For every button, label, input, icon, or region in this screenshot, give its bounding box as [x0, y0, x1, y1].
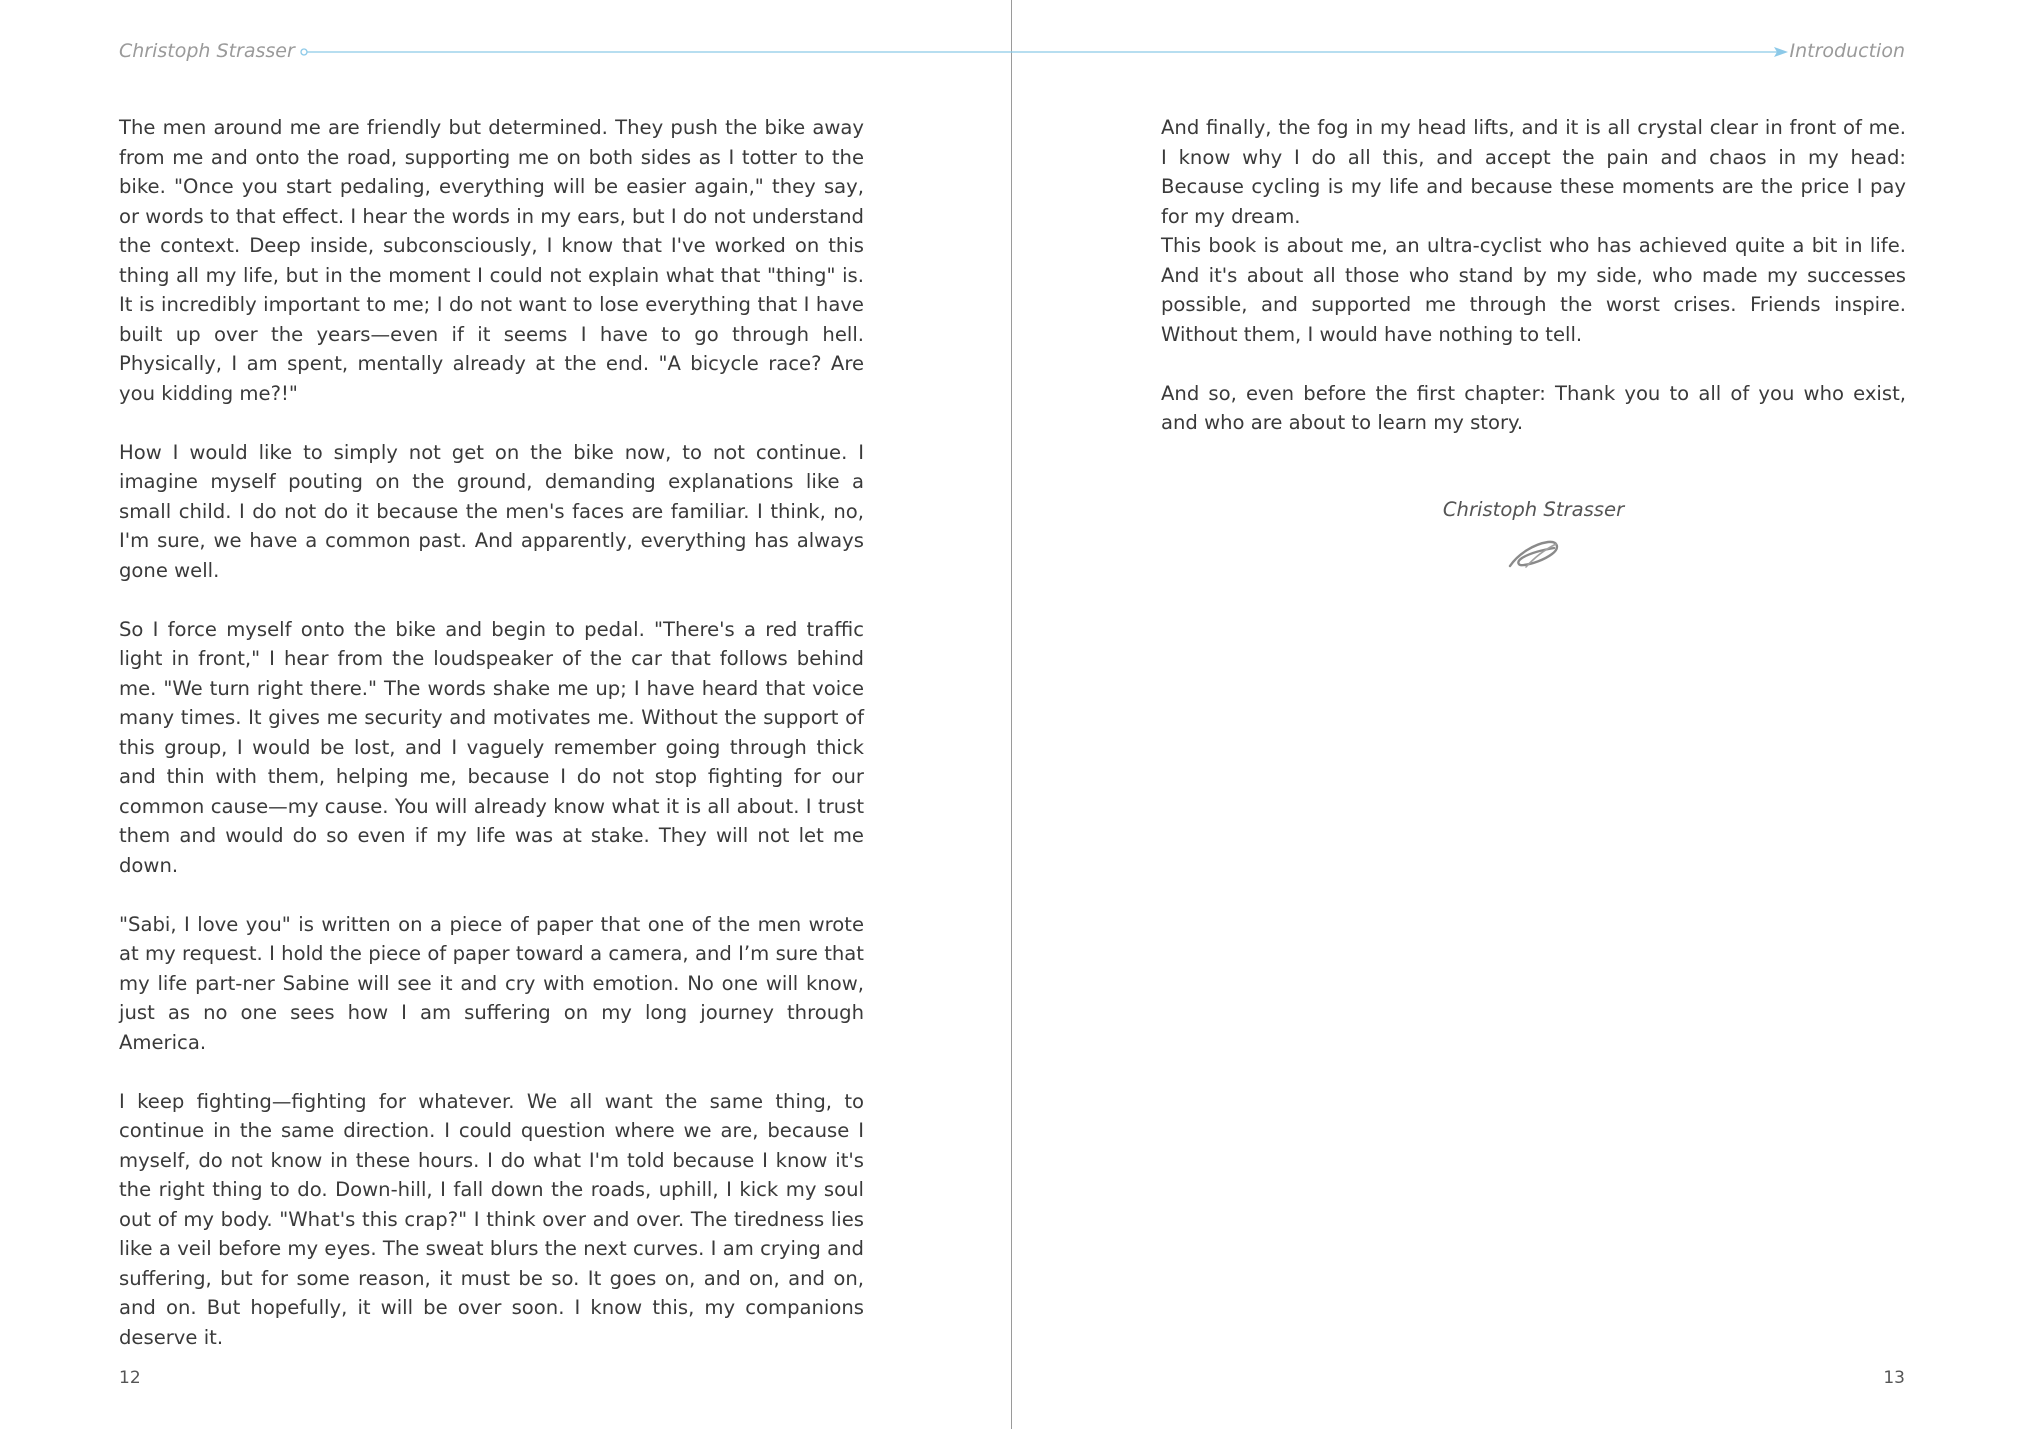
header-rule-arrow: [300, 41, 1790, 63]
paragraph: And so, even before the first chapter: Thank you to all of you who exist, and who are about to learn my story.: [1161, 381, 1906, 434]
signature-name: Christoph Strasser: [1442, 498, 1625, 521]
left-page-body: [119, 113, 864, 1382]
handwritten-signature-icon: [1504, 534, 1564, 574]
header-rule-start-dot: [301, 49, 307, 55]
page-gutter: [1011, 0, 1012, 1429]
running-header-author: Christoph Strasser: [119, 40, 295, 62]
page-number-right: 13: [1883, 1368, 1905, 1388]
signature-block: [1161, 496, 1906, 574]
paragraph: I keep fighting—fighting for whatever. We all want the same thing, to continue in the same direction. I could question where we are, because I myself, do not know in these hours. I do what I'm told because I know it's the right thing to do. Down-hill, I fall down the roads, uphill, I kick my soul out of my body. "What's this crap?" I think over and over. The tiredness lies like a veil before my eyes. The sweat blurs the next curves. I am crying and suffering, but for some reason, it must be so. It goes on, and on, and on, and on. But hopefully, it will be over soon. I know this, my companions deserve it.: [119, 1089, 864, 1349]
paragraph: This book is about me, an ultra-cyclist who has achieved quite a bit in life. And it's about all those who stand by my side, who made my successes possible, and supported me through the worst crises. Friends inspire. Without them, I would have nothing to tell.: [1161, 234, 1906, 346]
paragraph: How I would like to simply not get on the bike now, to not continue. I imagine myself pouting on the ground, demanding explanations like a small child. I do not do it because the men's faces are familiar. I think, no, I'm sure, we have a common past. And apparently, everything has always gone well.: [119, 440, 864, 582]
paragraph: So I force myself onto the bike and begin to pedal. "There's a red traffic light in front," I hear from the loudspeaker of the car that follows behind me. "We turn right there." The words shake me up; I have heard that voice many times. It gives me security and motivates me. Without the support of this group, I would be lost, and I vaguely remember going through thick and thin with them, helping me, because I do not stop fighting for our common cause—my cause. You will already know what it is all about. I trust them and would do so even if my life was at stake. They will not let me down.: [119, 617, 864, 877]
paragraph: "Sabi, I love you" is written on a piece of paper that one of the men wrote at my request. I hold the piece of paper toward a camera, and I’m sure that my life part-ner Sabine will see it and cry with emotion. No one will know, just as no one sees how I am suffering on my long journey through America.: [119, 912, 864, 1054]
paragraph: And finally, the fog in my head lifts, and it is all crystal clear in front of me. I know why I do all this, and accept the pain and chaos in my head: Because cycling is my life and because these moments are the price I pay for my dream.: [1161, 116, 1906, 228]
running-header-section: Introduction: [1789, 40, 1905, 62]
paragraph: The men around me are friendly but determined. They push the bike away from me and onto the road, supporting me on both sides as I totter to the bike. "Once you start pedaling, everything will be easier again," they say, or words to that effect. I hear the words in my ears, but I do not understand the context. Deep inside, subconsciously, I know that I've worked on this thing all my life, but in the moment I could not explain what that "thing" is. It is incredibly important to me; I do not want to lose everything that I have built up over the years—even if it seems I have to go through hell. Physically, I am spent, mentally already at the end. "A bicycle race? Are you kidding me?!": [119, 116, 864, 405]
page-number-left: 12: [119, 1368, 141, 1388]
right-page-body: [1161, 113, 1906, 467]
